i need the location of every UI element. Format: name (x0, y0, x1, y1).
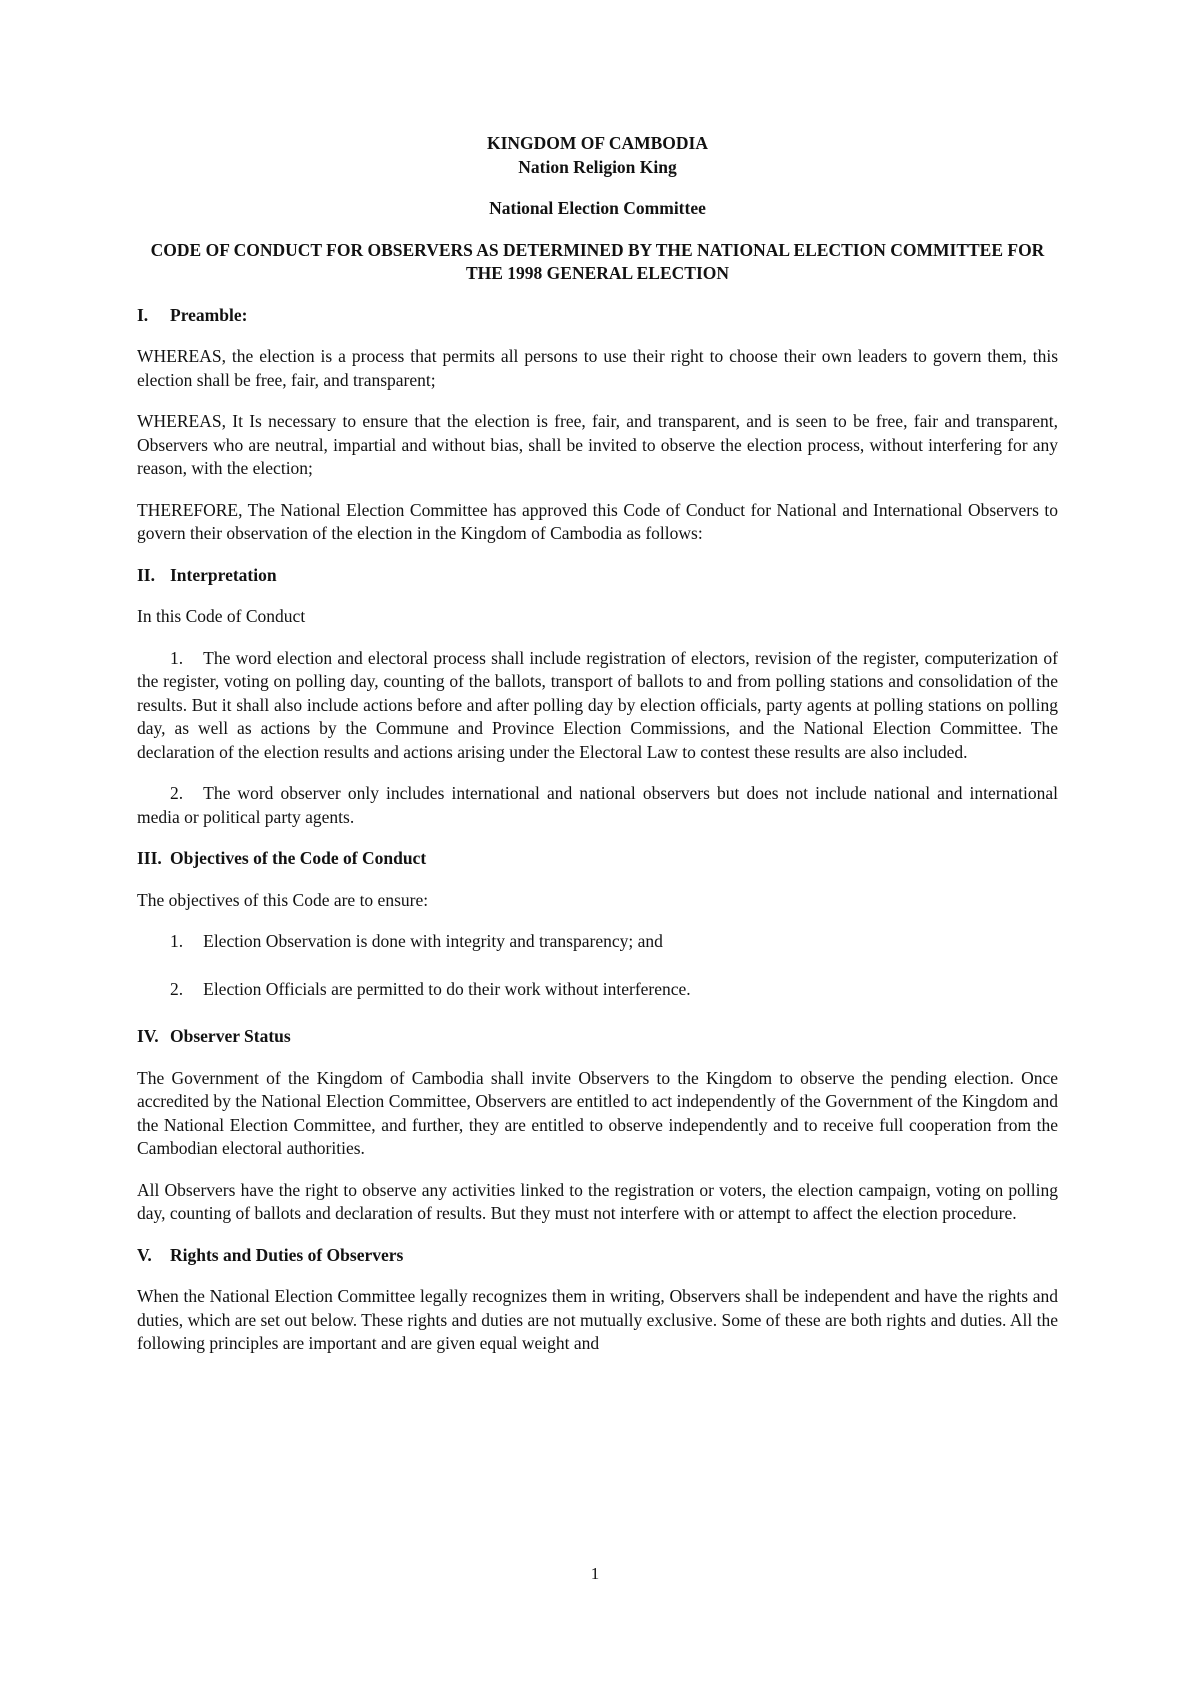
item-text: The word election and electoral process shall include registration of electors, revision of the register, computerization of the register, voting on polling day, counting of the ballots, transport of ballots to and from polling stations and consolidation of the results. But it shall also include actions before and after polling day by election officials, party agents at polling stations on polling day, as well as actions by the Commune and Province Election Commissions, and the National Election Committee. The declaration of the election results and actions arising under the Electoral Law to contest these results are also included. (137, 647, 1058, 762)
rights-duties-paragraph-1: When the National Election Committee legally recognizes them in writing, Observers shall be independent and have the rights and duties, which are set out below. These rights and duties are not mutually exclusive. Some of these are both rights and duties. All the following principles are important and are given equal weight and (137, 1286, 1058, 1353)
section-number: I. (137, 304, 149, 325)
section-heading-observer-status (137, 1025, 1058, 1049)
item-number: 1. (170, 931, 184, 951)
observer-status-paragraph-1: The Government of the Kingdom of Cambodia shall invite Observers to the Kingdom to observe the pending election. Once accredited by the National Election Committee, Observers are entitled to act independently of the Government of the Kingdom and the National Election Committee, and further, they are entitled to observe independently and to receive full cooperation from the Cambodian electoral authorities. (137, 1067, 1058, 1158)
item-text: The word observer only includes international and national observers but does not include national and international media or political party agents. (137, 783, 1058, 827)
section-heading-interpretation (137, 564, 1058, 588)
item-number: 1. (170, 647, 184, 668)
section-number: IV. (137, 1026, 159, 1046)
item-text: Election Observation is done with integrity and transparency; and (203, 931, 663, 951)
section-heading-label: Observer Status (170, 1026, 291, 1046)
committee-header: National Election Committee (489, 198, 706, 218)
interpretation-item-2 (137, 782, 1058, 829)
item-text: Election Officials are permitted to do their work without interference. (203, 978, 691, 999)
item-number: 2. (170, 783, 184, 803)
section-heading-label: Objectives of the Code of Conduct (170, 848, 427, 868)
document-content (137, 132, 1058, 1374)
interpretation-item-1 (137, 647, 1058, 765)
motto-header: Nation Religion King (518, 156, 677, 177)
section-heading-label: Interpretation (170, 564, 277, 585)
section-heading-rights-duties (137, 1244, 1058, 1268)
objectives-item-2 (137, 978, 1058, 1002)
preamble-paragraph-2: WHEREAS, It Is necessary to ensure that the election is free, fair, and transparent, and is seen to be free, fair and transparent, Observers who are neutral, impartial and without bias, shall be invited to observe the election process, without interfering for any reason, with the election; (137, 411, 1058, 478)
objectives-intro: The objectives of this Code are to ensure: (137, 889, 429, 910)
objectives-item-1 (137, 930, 1058, 954)
section-heading-label: Preamble: (170, 304, 248, 325)
section-heading-preamble (137, 304, 1058, 328)
section-heading-label: Rights and Duties of Observers (170, 1244, 404, 1265)
preamble-paragraph-3: THEREFORE, The National Election Committee has approved this Code of Conduct for National and International Observers to govern their observation of the election in the Kingdom of Cambodia as follows: (137, 499, 1058, 543)
preamble-paragraph-1: WHEREAS, the election is a process that permits all persons to use their right to choose their own leaders to govern them, this election shall be free, fair, and transparent; (137, 346, 1058, 390)
section-number: III. (137, 848, 162, 868)
interpretation-intro: In this Code of Conduct (137, 606, 306, 626)
spacer (137, 179, 1058, 197)
observer-status-paragraph-2: All Observers have the right to observe any activities linked to the registration or voters, the election campaign, voting on polling day, counting of ballots and declaration of results. But they must not interfere with or attempt to affect the election procedure. (137, 1179, 1058, 1223)
kingdom-header: KINGDOM OF CAMBODIA (486, 133, 708, 153)
document-title: CODE OF CONDUCT FOR OBSERVERS AS DETERMINED BY THE NATIONAL ELECTION COMMITTEE FOR THE 1998 GENERAL ELECTION (150, 239, 1045, 283)
section-heading-objectives (137, 847, 1058, 871)
page-number: 1 (590, 1564, 600, 1583)
section-number: V. (137, 1244, 152, 1265)
section-number: II. (137, 564, 155, 585)
item-number: 2. (170, 978, 184, 999)
